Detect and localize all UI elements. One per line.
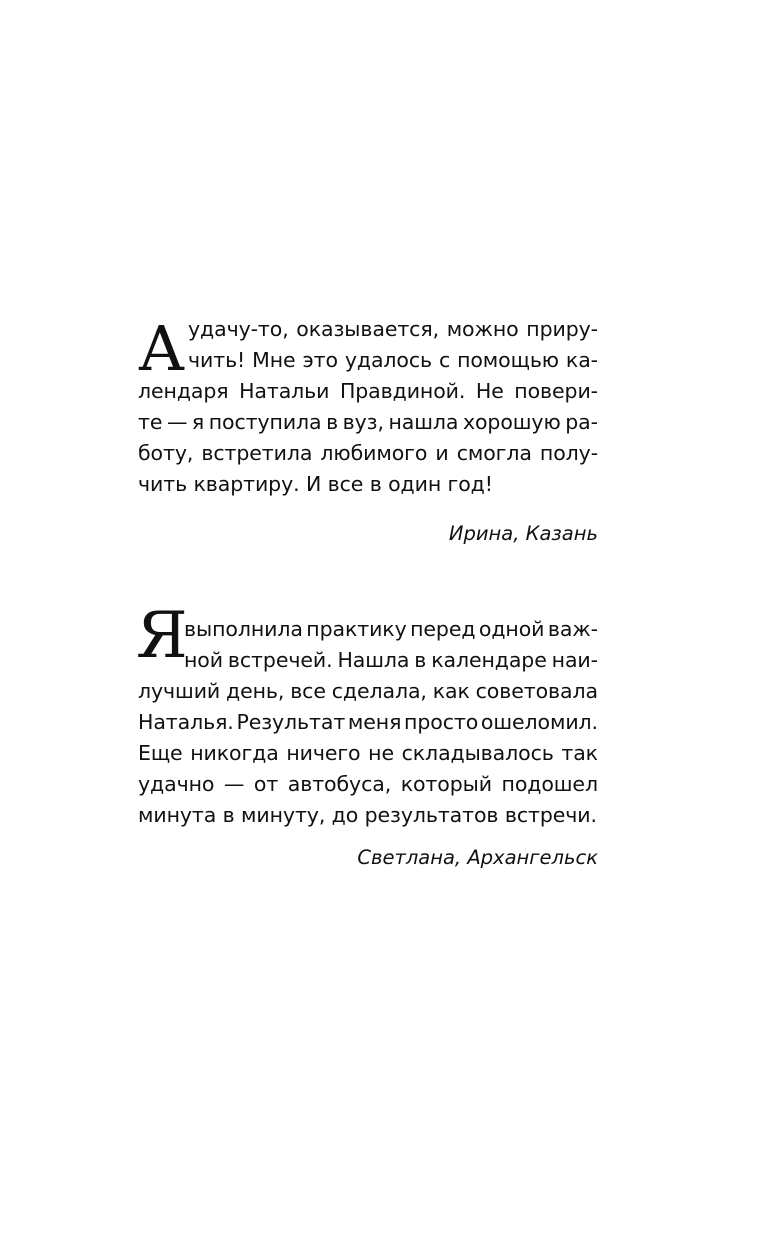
- text-line: [188, 314, 598, 345]
- word: одной: [478, 617, 545, 641]
- word: Правдиной.: [339, 379, 466, 403]
- word: как: [432, 679, 470, 703]
- text-line: [138, 769, 598, 800]
- word: боту,: [138, 441, 194, 465]
- word: —: [223, 772, 245, 796]
- word: оказывается,: [296, 317, 439, 341]
- word: удачу-то,: [188, 317, 289, 341]
- text-line: [184, 614, 598, 645]
- text-line: минута в минуту, до результатов встречи.: [138, 803, 597, 827]
- word: смогла: [456, 441, 532, 465]
- word: удалось: [344, 348, 433, 372]
- word: Не: [475, 379, 504, 403]
- word: Натальи: [239, 379, 330, 403]
- word: автобуса,: [287, 772, 392, 796]
- word: Наталья.: [138, 710, 234, 734]
- word: поступила: [208, 410, 322, 434]
- word: от: [253, 772, 279, 796]
- word: вуз,: [342, 410, 384, 434]
- word: в: [326, 410, 339, 434]
- text-line: [138, 438, 598, 469]
- word: полу-: [539, 441, 598, 465]
- word: хорошую: [462, 410, 561, 434]
- word: не: [368, 741, 394, 765]
- text-line: [138, 676, 598, 707]
- word: советовала: [475, 679, 598, 703]
- word: выполнила: [184, 617, 303, 641]
- word: в: [414, 648, 427, 672]
- word: просто: [404, 710, 479, 734]
- word: я: [191, 410, 205, 434]
- word: лучший: [138, 679, 221, 703]
- text-line: чить квартиру. И все в один год!: [138, 472, 493, 496]
- word: практику: [306, 617, 407, 641]
- word: нашла: [388, 410, 459, 434]
- word: все: [290, 679, 326, 703]
- word: любимого: [320, 441, 428, 465]
- word: Нашла: [337, 648, 410, 672]
- testimonial-text: [136, 599, 598, 827]
- word: который: [400, 772, 492, 796]
- word: ной: [184, 648, 223, 672]
- word: меня: [347, 710, 402, 734]
- testimonial-author: Светлана, Архангельск: [357, 846, 598, 869]
- word: складывалось: [401, 741, 554, 765]
- word: ошеломил.: [480, 710, 598, 734]
- word: повери-: [514, 379, 598, 403]
- text-line: [138, 407, 598, 438]
- text-line: [188, 345, 598, 376]
- word: перед: [410, 617, 476, 641]
- word: приру-: [526, 317, 598, 341]
- testimonial-svetlana: [136, 599, 598, 869]
- word: подошел: [501, 772, 598, 796]
- word: наи-: [551, 648, 598, 672]
- text-line: [138, 707, 598, 738]
- word: удачно: [138, 772, 215, 796]
- word: чить!: [188, 348, 246, 372]
- word: Результат: [236, 710, 346, 734]
- word: ничего: [286, 741, 361, 765]
- word: встречей.: [227, 648, 333, 672]
- testimonial-text: [138, 314, 598, 506]
- word: так: [561, 741, 598, 765]
- word: важ-: [547, 617, 598, 641]
- text-line: [184, 645, 598, 676]
- word: это: [302, 348, 338, 372]
- text-line: [138, 376, 598, 407]
- word: встретила: [201, 441, 313, 465]
- word: лендаря: [138, 379, 229, 403]
- drop-cap: А: [138, 312, 185, 385]
- word: календаре: [431, 648, 547, 672]
- word: день,: [226, 679, 285, 703]
- word: Еще: [138, 741, 183, 765]
- word: ка-: [565, 348, 598, 372]
- word: те: [138, 410, 163, 434]
- drop-cap: Я: [136, 599, 188, 673]
- testimonial-author: Ирина, Казань: [448, 522, 598, 545]
- word: можно: [446, 317, 519, 341]
- word: и: [435, 441, 449, 465]
- word: с: [438, 348, 451, 372]
- word: ра-: [565, 410, 598, 434]
- word: никогда: [190, 741, 279, 765]
- testimonial-irina: [138, 312, 598, 545]
- word: Мне: [252, 348, 296, 372]
- text-line: [138, 738, 598, 769]
- word: помощью: [457, 348, 559, 372]
- word: сделала,: [331, 679, 427, 703]
- word: —: [166, 410, 188, 434]
